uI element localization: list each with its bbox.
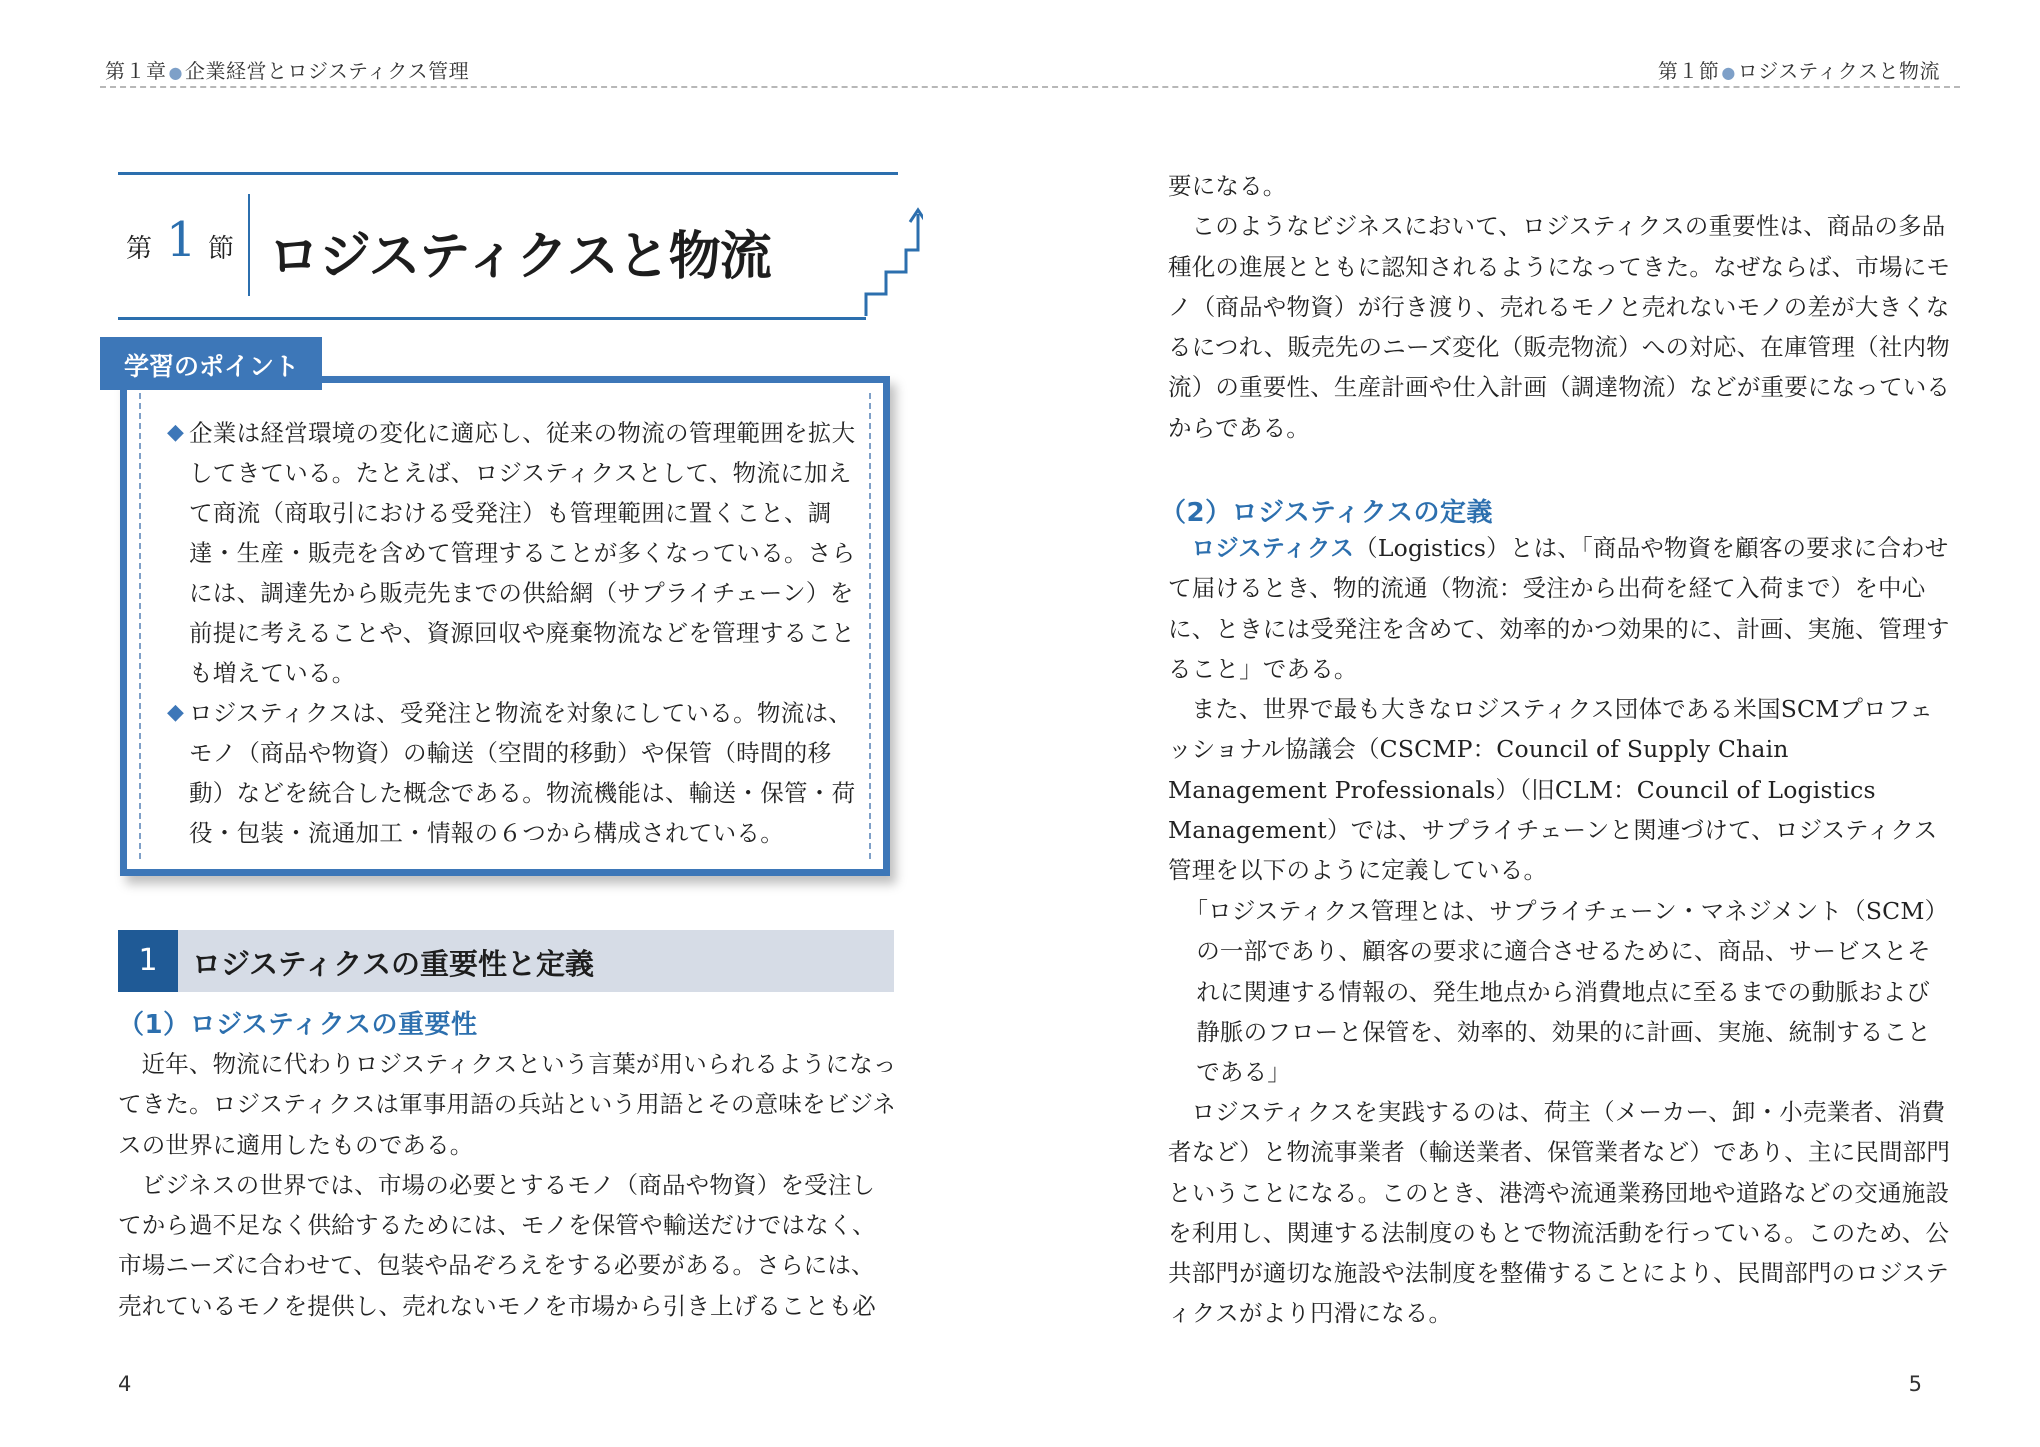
- section-dai: 第: [126, 234, 153, 264]
- learning-points-tab: 学習のポイント: [100, 337, 322, 390]
- page-number-right: 5: [1908, 1372, 1922, 1396]
- body-text: （Logistics）とは、「商品や物資を顧客の要求に合わせて届けるとき、物的流通（物流：受注から出荷を経て入荷まで）を中心に、ときには受発注を含めて、効率的かつ効果的に、計画、実施、管理すること」である。: [1168, 534, 1950, 683]
- box-dash-right: [869, 393, 871, 859]
- box-dash-left: [139, 393, 141, 859]
- right-body-definition: [1168, 528, 1952, 891]
- learning-point-item: [167, 413, 867, 693]
- title-rule-top: [118, 172, 898, 175]
- title-rule-bottom: [118, 317, 866, 320]
- quote-text: 「ロジスティクス管理とは、サプライチェーン・マネジメント（SCM）の一部であり、顧客の要求に適合させるために、商品、サービスとそれに関連する情報の、発生地点から消費地点に至るまでの動脈および静脈のフローと保管を、効率的、効果的に計画、実施、統制することである」: [1184, 897, 1949, 1087]
- definition-quote: [1168, 891, 1952, 1092]
- section-1-heading: [118, 930, 894, 992]
- diamond-bullet-icon: ◆: [167, 700, 185, 725]
- learning-points-box: [120, 376, 890, 876]
- keyword-logistics: ロジスティクス: [1191, 534, 1355, 562]
- chapter-title: 企業経営とロジスティクス管理: [184, 59, 470, 83]
- section-label: 第１節: [1657, 59, 1720, 83]
- separator-dot: ●: [1721, 63, 1736, 82]
- learning-point-text: ロジスティクスは、受発注と物流を対象にしている。物流は、モノ（商品や物資）の輸送（空間的移動）や保管（時間的移動）などを統合した概念である。物流機能は、輸送・保管・荷役・包装・流通加工・情報の６つから構成されている。: [189, 699, 856, 847]
- section-1-number: 1: [118, 930, 178, 992]
- body-paragraph: 近年、物流に代わりロジスティクスという言葉が用いられるようになってきた。ロジスティクスは軍事用語の兵站という用語とその意味をビジネスの世界に適用したものである。: [118, 1050, 897, 1159]
- left-body-text: [118, 1044, 898, 1326]
- section-title-block: [118, 172, 898, 320]
- learning-point-item: [167, 693, 867, 853]
- running-head-left: [105, 55, 469, 84]
- page-number-left: 4: [118, 1372, 132, 1396]
- right-body-top: [1168, 166, 1952, 448]
- running-head-right: [1658, 55, 1940, 84]
- body-paragraph: ビジネスの世界では、市場の必要とするモノ（商品や物資）を受注してから過不足なく供給するためには、モノを保管や輸送だけではなく、市場ニーズに合わせて、包装や品ぞろえをする必要がある。さらには、売れているモノを提供し、売れないモノを市場から引き上げることも必: [118, 1170, 876, 1320]
- stairs-arrow-icon: [853, 190, 923, 322]
- subsection-1-title: （1）ロジスティクスの重要性: [118, 1010, 478, 1040]
- body-paragraph: [1168, 528, 1952, 689]
- body-paragraph: ロジスティクスを実践するのは、荷主（メーカー、卸・小売業者、消費者など）と物流事業者（輸送業者、保管業者など）であり、主に民間部門ということになる。このとき、港湾や流通業務団地や道路などの交通施設を利用し、関連する法制度のもとで物流活動を行っている。このため、公共部門が適切な施設や法制度を整備することにより、民間部門のロジスティクスがより円滑になる。: [1168, 1098, 1951, 1328]
- title-divider: [248, 194, 250, 296]
- diamond-bullet-icon: ◆: [167, 420, 185, 445]
- right-body-bottom: [1168, 1092, 1952, 1334]
- learning-point-text: 企業は経営環境の変化に適応し、従来の物流の管理範囲を拡大してきている。たとえば、ロジスティクスとして、物流に加えて商流（商取引における受発注）も管理範囲に置くこと、調達・生産・販売を含めて管理することが多くなっている。さらには、調達先から販売先までの供給網（サプライチェーン）を前提に考えることや、資源回収や廃棄物流などを管理することも増えている。: [189, 419, 856, 687]
- subsection-2-title: （2）ロジスティクスの定義: [1160, 498, 1493, 528]
- section-number: 1: [166, 212, 197, 268]
- body-paragraph-continued: 要になる。: [1168, 172, 1287, 200]
- section-heading: ロジスティクスと物流: [268, 227, 771, 287]
- section-1-title: ロジスティクスの重要性と定義: [192, 947, 594, 981]
- learning-points-list: [167, 413, 867, 853]
- body-paragraph: このようなビジネスにおいて、ロジスティクスの重要性は、商品の多品種化の進展とともに認知されるようになってきた。なぜならば、市場にモノ（商品や物資）が行き渡り、売れるモノと売れないモノの差が大きくなるにつれ、販売先のニーズ変化（販売物流）への対応、在庫管理（社内物流）の重要性、生産計画や仕入計画（調達物流）などが重要になっているからである。: [1168, 212, 1951, 442]
- header-divider: [100, 86, 1960, 88]
- section-setsu: 節: [208, 234, 235, 264]
- section-running-title: ロジスティクスと物流: [1737, 59, 1940, 83]
- body-paragraph: また、世界で最も大きなロジスティクス団体である米国SCMプロフェッショナル協議会（CSCMP：Council of Supply Chain Management Professionals）（旧CLM：Council of Logistics Management）では、サプライチェーンと関連づけて、ロジスティクス管理を以下のように定義している。: [1168, 695, 1938, 885]
- separator-dot: ●: [168, 63, 183, 82]
- chapter-label: 第１章: [105, 59, 167, 83]
